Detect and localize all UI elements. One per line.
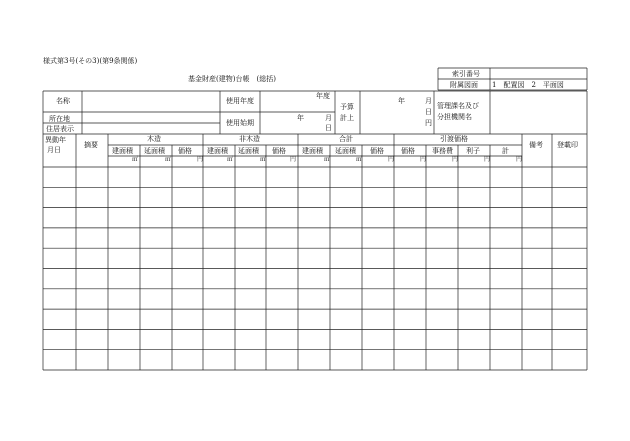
manager-label-2: 分担機関名 xyxy=(437,113,472,121)
unit-sqm: ㎡ xyxy=(165,156,172,163)
transfer-price-label: 引渡価格 xyxy=(440,135,468,143)
seal-label: 登載印 xyxy=(557,141,578,149)
wooden-floor-area: 延面積 xyxy=(144,147,165,155)
unit-sqm: ㎡ xyxy=(227,156,234,163)
index-number-label: 索引番号 xyxy=(452,70,480,78)
unit-yen: 円 xyxy=(484,156,491,163)
wooden-label: 木造 xyxy=(147,135,161,143)
use-start-month: 月 xyxy=(325,114,332,122)
total-building-area: 建面積 xyxy=(302,147,323,155)
attached-drawing-label: 附属図面 xyxy=(450,81,478,89)
budget-day: 日 xyxy=(425,108,432,116)
total-price: 価格 xyxy=(370,147,384,155)
budget-label-1: 予算 xyxy=(340,103,354,111)
total-label: 合計 xyxy=(339,135,353,143)
unit-yen: 円 xyxy=(420,156,427,163)
form-number: 様式第3号(その3)(第9条関係) xyxy=(43,57,138,65)
summary-label: 摘要 xyxy=(84,141,98,149)
unit-sqm: ㎡ xyxy=(324,156,331,163)
manager-label-1: 管理課名及び xyxy=(437,102,479,110)
nonwooden-building-area: 建面積 xyxy=(207,147,228,155)
unit-sqm: ㎡ xyxy=(356,156,363,163)
unit-yen: 円 xyxy=(516,156,523,163)
unit-yen: 円 xyxy=(197,156,204,163)
use-start-day: 日 xyxy=(325,124,332,132)
transfer-interest: 利子 xyxy=(466,147,480,155)
total-floor-area: 延面積 xyxy=(335,147,356,155)
nonwooden-floor-area: 延面積 xyxy=(238,147,259,155)
name-label: 名称 xyxy=(56,97,70,105)
transfer-price: 価格 xyxy=(401,147,415,155)
unit-yen: 円 xyxy=(290,156,297,163)
wooden-building-area: 建面積 xyxy=(112,147,133,155)
use-start-label: 使用始期 xyxy=(226,119,254,127)
use-year-label: 使用年度 xyxy=(226,97,254,105)
unit-sqm: ㎡ xyxy=(132,156,139,163)
attached-drawings: 1 配置図 2 平面図 xyxy=(492,81,564,89)
budget-label-2: 計上 xyxy=(340,114,354,122)
transfer-subtotal: 計 xyxy=(502,147,509,155)
unit-yen: 円 xyxy=(452,156,459,163)
unit-yen: 円 xyxy=(388,156,395,163)
wooden-price: 価格 xyxy=(178,147,192,155)
nonwooden-price: 価格 xyxy=(272,147,286,155)
change-date-label-1: 異動年 xyxy=(45,136,66,144)
transfer-office-cost: 事務費 xyxy=(432,147,453,155)
location-label: 所在地 xyxy=(49,115,70,123)
use-start-year: 年 xyxy=(297,114,304,122)
budget-month: 月 xyxy=(425,97,432,105)
page-title: 基金財産(建物)台帳 (総括) xyxy=(188,75,276,83)
budget-year: 年 xyxy=(398,97,405,105)
budget-yen: 円 xyxy=(425,119,432,127)
use-year-unit: 年度 xyxy=(316,92,330,100)
unit-sqm: ㎡ xyxy=(260,156,267,163)
remarks-label: 備考 xyxy=(529,141,543,149)
address-label: 住居表示 xyxy=(46,125,74,133)
non-wooden-label: 非木造 xyxy=(239,135,260,143)
change-date-label-2: 月日 xyxy=(47,146,61,154)
